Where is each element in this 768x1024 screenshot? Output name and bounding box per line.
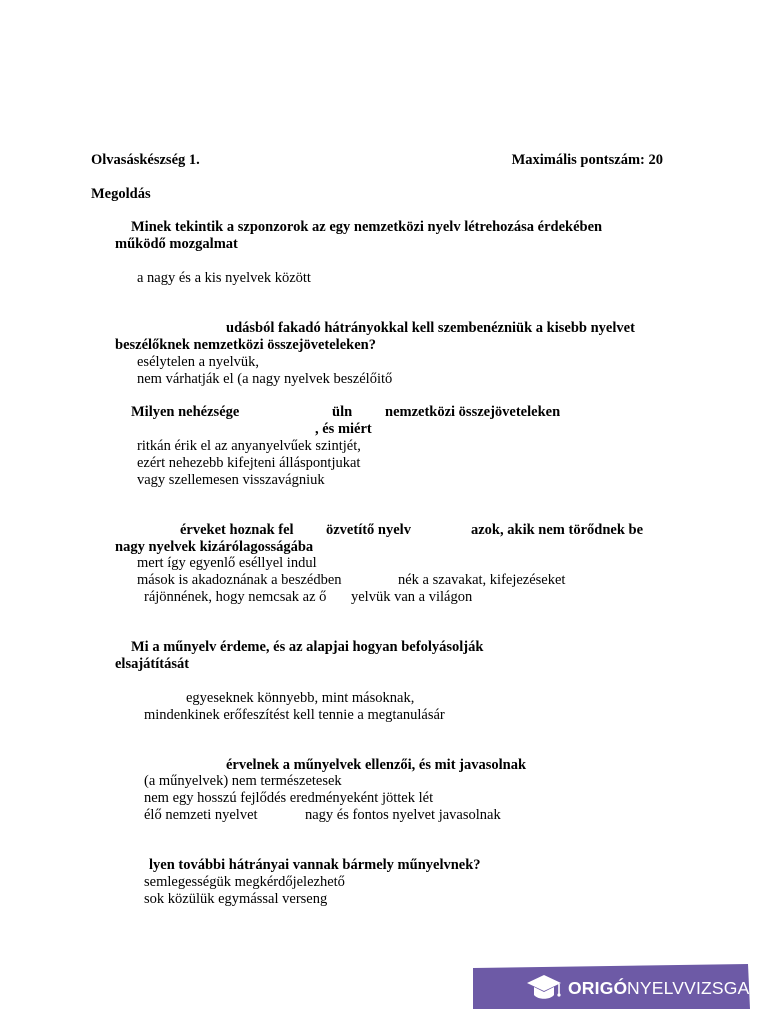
- answer-2-line-1: esélytelen a nyelvük,: [137, 354, 259, 370]
- answer-4-line-2-part-2: nék a szavakat, kifejezéseket: [398, 572, 566, 588]
- question-6-line-1: érvelnek a műnyelvek ellenzői, és mit javasolnak: [226, 757, 527, 773]
- question-3-line-1-part-1: Milyen nehézsége: [131, 404, 240, 420]
- answer-5-line-2: mindenkinek erőfeszítést kell tennie a megtanulásár: [144, 707, 445, 723]
- question-3-line-2: , és miért: [315, 421, 372, 437]
- graduation-cap-icon: [526, 973, 562, 1003]
- question-2-line-1: udásból fakadó hátrányokkal kell szembenézniük a kisebb nyelvet: [226, 320, 635, 336]
- question-4-line-2: nagy nyelvek kizárólagosságába: [115, 539, 314, 555]
- answer-4-line-3-part-1: rájönnének, hogy nemcsak az ő: [144, 589, 327, 605]
- question-4-line-1-part-1: érveket hoznak fel: [180, 522, 294, 538]
- answer-6-line-3-part-1: élő nemzeti nyelvet: [144, 807, 258, 823]
- question-3-line-1-part-2: üln: [332, 404, 353, 420]
- max-points: Maximális pontszám: 20: [511, 152, 663, 168]
- logo-brand-text: ORIGÓ: [568, 978, 628, 998]
- question-5-line-1: Mi a műnyelv érdeme, és az alapjai hogyan befolyásolják: [131, 639, 484, 655]
- answer-4-line-3-part-2: yelvük van a világon: [351, 589, 473, 605]
- answer-4-line-1: mert így egyenlő eséllyel indul: [137, 555, 317, 571]
- answer-6-line-1: (a műnyelvek) nem természetesek: [144, 773, 342, 789]
- question-3-line-1-part-3: nemzetközi összejöveteleken: [385, 404, 561, 420]
- logo-sub-text: NYELVVIZSGA: [627, 978, 750, 998]
- question-4-line-1-part-2: özvetítő nyelv: [326, 522, 411, 538]
- answer-7-line-1: semlegességük megkérdőjelezhető: [144, 874, 345, 890]
- question-7-line-1: lyen további hátrányai vannak bármely műnyelvnek?: [149, 857, 481, 873]
- answer-6-line-3-part-2: nagy és fontos nyelvet javasolnak: [305, 807, 501, 823]
- section-title: Olvasáskészség 1.: [91, 152, 200, 168]
- answer-7-line-2: sok közülük egymással verseng: [144, 891, 328, 907]
- question-5-line-2: elsajátítását: [115, 656, 190, 672]
- answer-3-line-3: vagy szellemesen visszavágniuk: [137, 472, 325, 488]
- answer-5-line-1: egyeseknek könnyebb, mint másoknak,: [186, 690, 415, 706]
- answer-1-line-1: a nagy és a kis nyelvek között: [137, 270, 311, 286]
- answer-4-line-2-part-1: mások is akadoznának a beszédben: [137, 572, 342, 588]
- question-1-line-1: Minek tekintik a szponzorok az egy nemzetközi nyelv létrehozása érdekében: [131, 219, 603, 235]
- origo-logo: [470, 960, 754, 1014]
- answer-6-line-2: nem egy hosszú fejlődés eredményeként jöttek lét: [144, 790, 434, 806]
- solution-label: Megoldás: [91, 186, 151, 202]
- answer-2-line-2: nem várhatják el (a nagy nyelvek beszélőitő: [137, 371, 393, 387]
- question-4-line-1-part-3: azok, akik nem törődnek be: [471, 522, 644, 538]
- question-2-line-2: beszélőknek nemzetközi összejöveteleken?: [115, 337, 376, 353]
- answer-3-line-2: ezért nehezebb kifejteni álláspontjukat: [137, 455, 361, 471]
- question-1-line-2: működő mozgalmat: [115, 236, 238, 252]
- answer-3-line-1: ritkán érik el az anyanyelvűek szintjét,: [137, 438, 361, 454]
